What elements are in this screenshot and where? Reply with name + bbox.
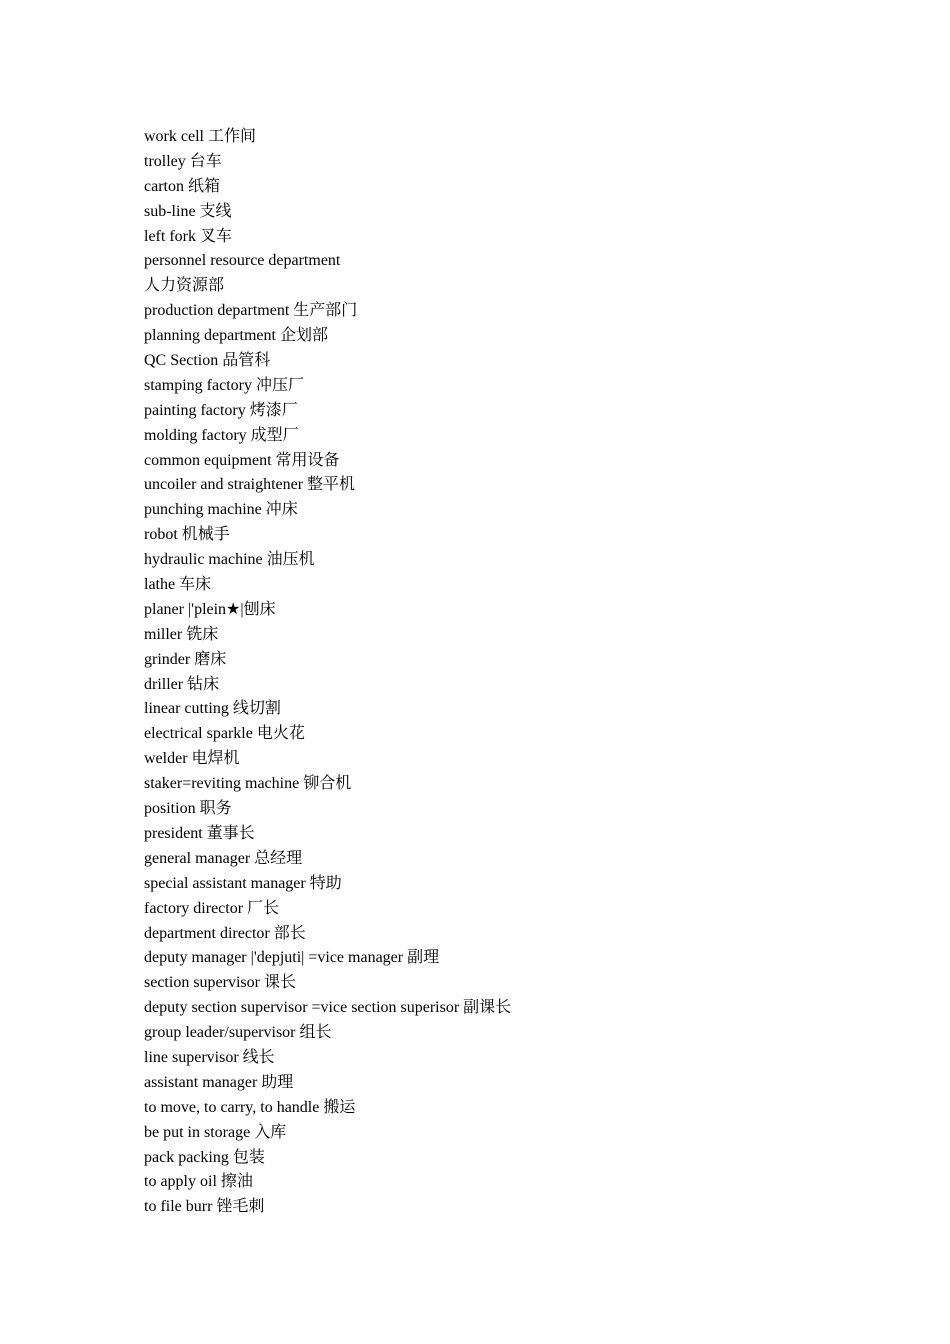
glossary-list [144,125,511,1220]
glossary-line: stamping factory 冲压厂 [144,376,304,394]
glossary-line: grinder 磨床 [144,650,227,668]
glossary-line: planning department 企划部 [144,327,328,345]
glossary-line: molding factory 成型厂 [144,426,299,444]
glossary-line: robot 机械手 [144,526,230,544]
glossary-line: welder 电焊机 [144,750,240,768]
glossary-line: special assistant manager 特助 [144,874,342,892]
glossary-line: electrical sparkle 电火花 [144,725,305,743]
glossary-line: group leader/supervisor 组长 [144,1024,332,1042]
glossary-line: 人力资源部 [144,277,225,295]
glossary-line: trolley 台车 [144,152,222,170]
glossary-line: linear cutting 线切割 [144,700,281,718]
glossary-line: president 董事长 [144,824,255,842]
glossary-line: common equipment 常用设备 [144,451,340,469]
glossary-line: driller 钻床 [144,675,220,693]
glossary-line: general manager 总经理 [144,849,303,867]
glossary-line: carton 纸箱 [144,177,220,195]
glossary-line: to file burr 锉毛刺 [144,1198,265,1216]
glossary-line: miller 铣床 [144,625,219,643]
glossary-line: punching machine 冲床 [144,501,298,519]
glossary-line: pack packing 包装 [144,1148,265,1166]
glossary-line: be put in storage 入库 [144,1123,287,1141]
glossary-line: planer |'plein★|刨床 [144,600,276,618]
glossary-line: hydraulic machine 油压机 [144,551,315,569]
glossary-line: factory director 厂长 [144,899,280,917]
glossary-line: deputy manager |'depjuti| =vice manager 副理 [144,949,440,967]
glossary-line: deputy section supervisor =vice section superisor 副课长 [144,999,512,1017]
glossary-line: painting factory 烤漆厂 [144,401,298,419]
glossary-line: to move, to carry, to handle 搬运 [144,1098,356,1116]
glossary-line: section supervisor 课长 [144,974,296,992]
glossary-line: position 职务 [144,800,232,818]
glossary-line: to apply oil 擦油 [144,1173,253,1191]
glossary-line: uncoiler and straightener 整平机 [144,476,356,494]
glossary-line: assistant manager 助理 [144,1073,294,1091]
glossary-line: staker=reviting machine 铆合机 [144,775,352,793]
glossary-line: department director 部长 [144,924,306,942]
glossary-line: personnel resource department [144,252,341,270]
glossary-line: line supervisor 线长 [144,1048,275,1066]
glossary-line: left fork 叉车 [144,227,232,245]
glossary-line: production department 生产部门 [144,302,358,320]
glossary-line: lathe 车床 [144,576,212,594]
glossary-line: sub-line 支线 [144,202,232,220]
glossary-line: work cell 工作间 [144,128,256,145]
glossary-line: QC Section 品管科 [144,352,271,370]
